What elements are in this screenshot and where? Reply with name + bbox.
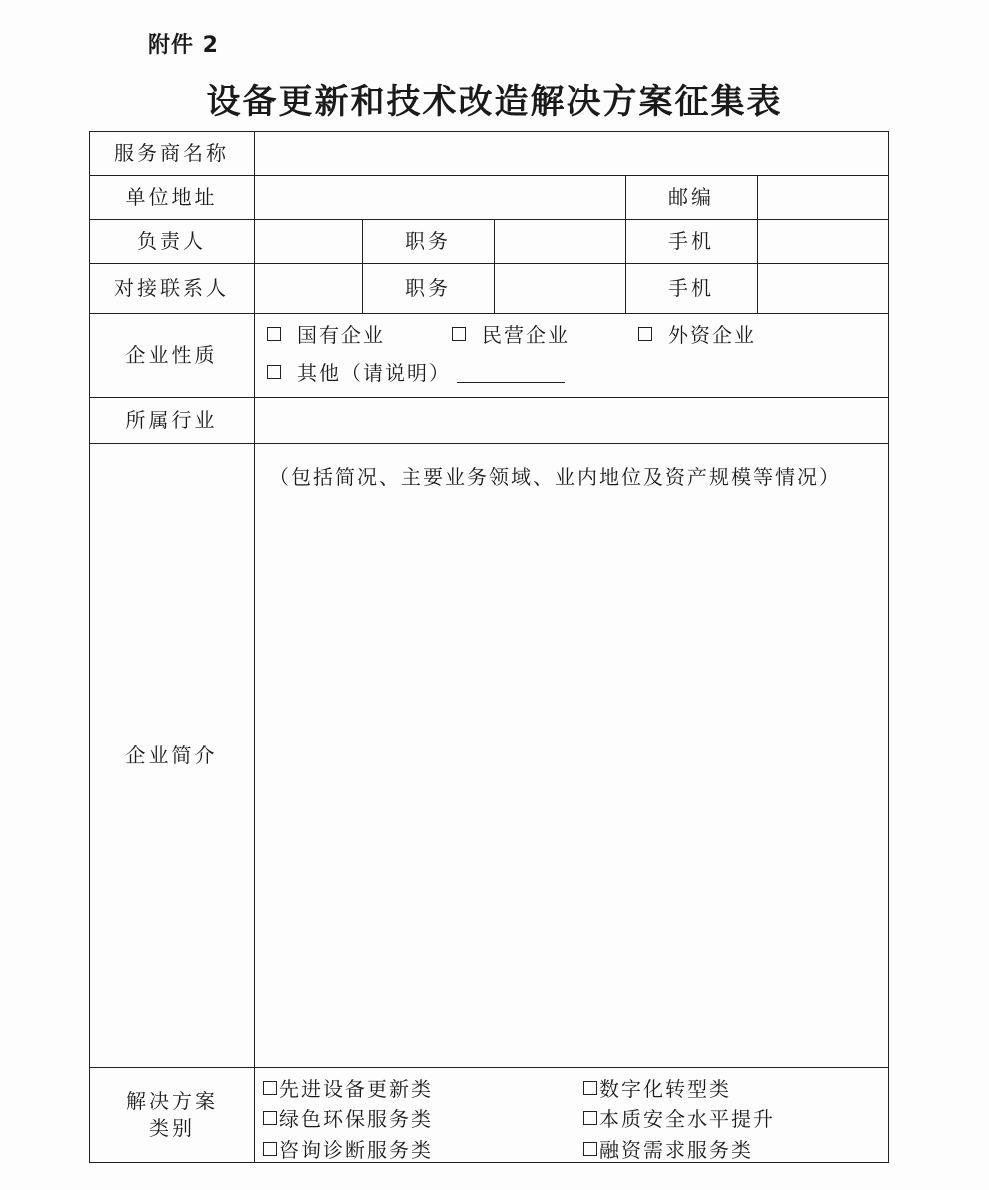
option-label: 国有企业	[297, 323, 385, 347]
category-option-consulting[interactable]	[263, 1134, 433, 1163]
other-explanation-field[interactable]	[457, 360, 565, 383]
table-border	[888, 131, 889, 1163]
intro-label: 企业简介	[125, 742, 218, 767]
nature-label: 企业性质	[125, 342, 218, 367]
checkbox-icon[interactable]	[583, 1142, 597, 1156]
intro-field[interactable]	[256, 495, 886, 1065]
option-label: 绿色环保服务类	[279, 1107, 433, 1131]
industry-label: 所属行业	[125, 407, 218, 432]
contact-mobile-label: 手机	[668, 275, 714, 300]
checkbox-icon[interactable]	[263, 1111, 277, 1125]
column-divider	[757, 175, 758, 313]
checkbox-icon[interactable]	[638, 327, 652, 341]
contact-name-field[interactable]	[256, 265, 361, 311]
provider-name-label: 服务商名称	[114, 140, 229, 165]
nature-option-private[interactable]	[452, 319, 570, 348]
checkbox-icon[interactable]	[263, 1081, 277, 1095]
contact-label: 对接联系人	[114, 275, 229, 300]
leader-mobile-field[interactable]	[759, 221, 887, 261]
contact-position-field[interactable]	[496, 265, 624, 311]
postcode-label: 邮编	[668, 184, 714, 209]
attachment-label: 附件 2	[148, 33, 219, 58]
checkbox-icon[interactable]	[267, 327, 281, 341]
option-label: 数字化转型类	[599, 1077, 731, 1101]
option-label: 咨询诊断服务类	[279, 1138, 433, 1162]
table-border	[89, 1162, 889, 1163]
option-label: 融资需求服务类	[599, 1138, 753, 1162]
option-label: 民营企业	[482, 323, 570, 347]
checkbox-icon[interactable]	[267, 365, 281, 379]
option-label: 本质安全水平提升	[599, 1107, 775, 1131]
contact-position-label: 职务	[405, 275, 451, 300]
category-label: 解决方案类别	[126, 1088, 218, 1140]
form-title: 设备更新和技术改造解决方案征集表	[206, 82, 783, 122]
checkbox-icon[interactable]	[263, 1142, 277, 1156]
solution-form-table	[89, 131, 889, 1163]
contact-mobile-field[interactable]	[759, 265, 887, 311]
leader-position-label: 职务	[405, 228, 451, 253]
category-option-financing[interactable]	[583, 1134, 753, 1163]
option-label: 外资企业	[668, 323, 756, 347]
nature-option-other[interactable]	[267, 357, 565, 386]
nature-option-state-owned[interactable]	[267, 319, 385, 348]
option-label: 先进设备更新类	[279, 1077, 433, 1101]
leader-name-field[interactable]	[256, 221, 361, 261]
leader-label: 负责人	[137, 228, 206, 253]
column-divider	[494, 219, 495, 313]
provider-name-field[interactable]	[256, 133, 886, 173]
checkbox-icon[interactable]	[583, 1111, 597, 1125]
category-option-equipment[interactable]	[263, 1073, 433, 1102]
category-option-green[interactable]	[263, 1103, 433, 1132]
nature-option-foreign[interactable]	[638, 319, 756, 348]
leader-mobile-label: 手机	[668, 228, 714, 253]
address-label: 单位地址	[125, 184, 218, 209]
intro-hint: （包括简况、主要业务领域、业内地位及资产规模等情况）	[269, 465, 841, 489]
leader-position-field[interactable]	[496, 221, 624, 261]
checkbox-icon[interactable]	[452, 327, 466, 341]
industry-field[interactable]	[256, 399, 886, 441]
postcode-field[interactable]	[759, 177, 887, 217]
category-option-safety[interactable]	[583, 1103, 775, 1132]
address-field[interactable]	[256, 177, 624, 217]
checkbox-icon[interactable]	[583, 1081, 597, 1095]
column-divider	[254, 131, 255, 1163]
option-label: 其他（请说明）	[297, 361, 451, 385]
category-option-digital[interactable]	[583, 1073, 731, 1102]
